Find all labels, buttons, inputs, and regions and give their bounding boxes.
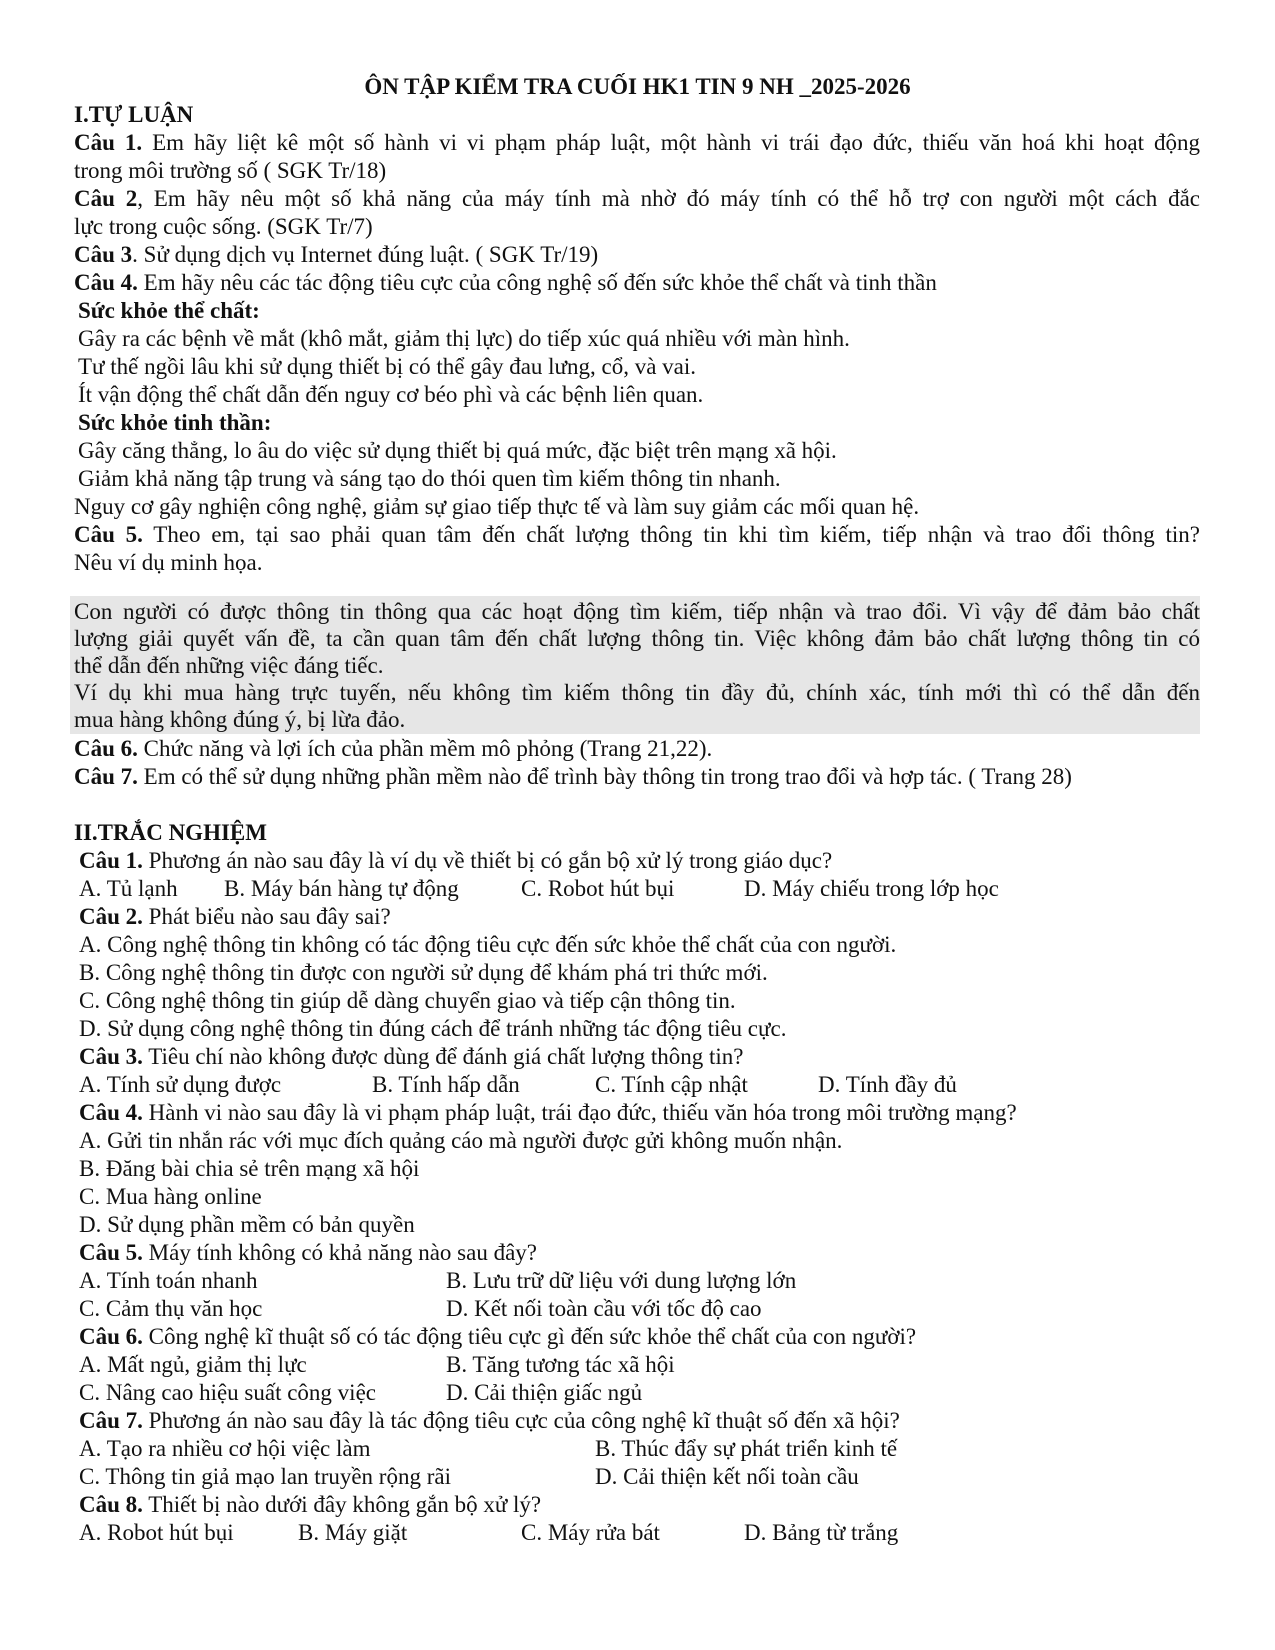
question-label: Câu 1. [79,848,143,873]
question-label: Câu 5. [74,522,143,547]
mcq-question-4 [79,1099,1017,1127]
option-b: B. Lưu trữ dữ liệu với dung lượng lớn [446,1268,797,1293]
option-a: A. Robot hút bụi [79,1520,234,1545]
section-heading-tu-luan: I.TỰ LUẬN [74,102,194,127]
essay-question-1 [74,129,1200,157]
question-text: Phương án nào sau đây là tác động tiêu cực của công nghệ kĩ thuật số đến xã hội? [142,1408,900,1433]
mcq-question-1 [79,847,832,875]
question-label: Câu 3. [79,1044,143,1069]
mcq-question-7 [79,1407,900,1435]
physical-effect-3: Ít vận động thể chất dẫn đến nguy cơ béo phì và các bệnh liên quan. [78,382,704,407]
question-text: . Sử dụng dịch vụ Internet đúng luật. ( SGK Tr/19) [132,242,599,267]
option-d: D. Sử dụng phần mềm có bản quyền [79,1212,415,1237]
physical-health-heading: Sức khỏe thể chất: [78,298,260,323]
answer-line-2: lượng giải quyết vấn đề, ta cần quan tâm đến chất lượng thông tin. Việc không đảm bảo chất lượng thông tin có [74,626,1200,651]
question-text: Em hãy liệt kê một số hành vi vi phạm pháp luật, một hành vi trái đạo đức, thiếu văn hoá khi hoạt động [142,130,1200,155]
option-d: D. Kết nối toàn cầu với tốc độ cao [446,1296,762,1321]
question-label: Câu 1. [74,130,143,155]
mcq-question-2 [79,903,391,931]
option-b: B. Máy giặt [298,1520,408,1545]
option-a: A. Tạo ra nhiều cơ hội việc làm [79,1436,371,1461]
essay-question-5 [74,521,1200,549]
option-c: C. Cảm thụ văn học [79,1296,263,1321]
question-text: Theo em, tại sao phải quan tâm đến chất lượng thông tin khi tìm kiếm, tiếp nhận và trao đổi thông tin? [142,522,1201,547]
option-c: C. Công nghệ thông tin giúp dễ dàng chuyển giao và tiếp cận thông tin. [79,988,736,1013]
physical-effect-1: Gây ra các bệnh về mắt (khô mắt, giảm thị lực) do tiếp xúc quá nhiều với màn hình. [78,326,850,351]
question-text: Máy tính không có khả năng nào sau đây? [142,1240,538,1265]
mcq-question-3 [79,1043,743,1071]
mental-effect-2: Giảm khả năng tập trung và sáng tạo do thói quen tìm kiếm thông tin nhanh. [78,466,781,491]
question-label: Câu 2 [74,186,138,211]
question-text: Thiết bị nào dưới đây không gắn bộ xử lý? [142,1492,542,1517]
mental-effect-3: Nguy cơ gây nghiện công nghệ, giảm sự giao tiếp thực tế và làm suy giảm các mối quan hệ. [74,494,920,519]
question-text: Phát biểu nào sau đây sai? [142,904,391,929]
question-label: Câu 6. [74,736,138,761]
question-text: Tiêu chí nào không được dùng để đánh giá chất lượng thông tin? [142,1044,744,1069]
option-a: A. Gửi tin nhắn rác với mục đích quảng cáo mà người được gửi không muốn nhận. [79,1128,843,1153]
option-a: A. Tính toán nhanh [79,1268,258,1293]
essay-question-5-cont: Nêu ví dụ minh họa. [74,550,263,575]
question-label: Câu 4. [74,270,138,295]
question-label: Câu 6. [79,1324,143,1349]
option-d: D. Bảng từ trắng [744,1520,899,1545]
question-text: Em hãy nêu các tác động tiêu cực của công nghệ số đến sức khỏe thể chất và tinh thần [137,270,937,295]
question-label: Câu 7. [79,1408,143,1433]
option-a: A. Công nghệ thông tin không có tác động tiêu cực đến sức khỏe thể chất của con người. [79,932,897,957]
question-label: Câu 4. [79,1100,143,1125]
essay-question-7 [74,763,1072,791]
mental-effect-1: Gây căng thẳng, lo âu do việc sử dụng thiết bị quá mức, đặc biệt trên mạng xã hội. [78,438,837,463]
mcq-question-8 [79,1491,541,1519]
answer-line-1: Con người có được thông tin thông qua các hoạt động tìm kiếm, tiếp nhận và trao đổi. Vì vậy để đảm bảo chất [74,599,1200,624]
mcq-question-5 [79,1239,537,1267]
answer-line-3: thể dẫn đến những việc đáng tiếc. [74,653,384,678]
essay-question-1-cont: trong môi trường số ( SGK Tr/18) [74,158,387,183]
question-text: Hành vi nào sau đây là vi phạm pháp luật, trái đạo đức, thiếu văn hóa trong môi trường mạng? [142,1100,1017,1125]
answer-line-5: mua hàng không đúng ý, bị lừa đảo. [74,707,406,732]
option-c: C. Máy rửa bát [521,1520,660,1545]
page-title: ÔN TẬP KIỂM TRA CUỐI HK1 TIN 9 NH _2025-2026 [364,74,911,99]
option-b: B. Tăng tương tác xã hội [446,1352,675,1377]
option-a: A. Tính sử dụng được [79,1072,282,1097]
question-text: Em có thể sử dụng những phần mềm nào để trình bày thông tin trong trao đổi và hợp tác. ( Trang 28) [137,764,1072,789]
option-b: B. Công nghệ thông tin được con người sử dụng để khám phá tri thức mới. [79,960,768,985]
option-c: C. Nâng cao hiệu suất công việc [79,1380,376,1405]
essay-question-6 [74,735,712,763]
question-text: Công nghệ kĩ thuật số có tác động tiêu cực gì đến sức khỏe thể chất của con người? [142,1324,917,1349]
essay-question-2-cont: lực trong cuộc sống. (SGK Tr/7) [74,214,373,239]
question-text: , Em hãy nêu một số khả năng của máy tính mà nhờ đó máy tính có thể hỗ trợ con người một cách đắc [137,186,1200,211]
option-d: D. Máy chiếu trong lớp học [744,876,999,901]
option-d: D. Cải thiện giấc ngủ [446,1380,643,1405]
mental-health-heading: Sức khỏe tinh thần: [78,410,272,435]
option-d: D. Cải thiện kết nối toàn cầu [595,1464,859,1489]
question-text: Chức năng và lợi ích của phần mềm mô phỏng (Trang 21,22). [137,736,713,761]
option-b: B. Tính hấp dẫn [372,1072,520,1097]
option-d: D. Sử dụng công nghệ thông tin đúng cách để tránh những tác động tiêu cực. [79,1016,787,1041]
option-c: C. Thông tin giả mạo lan truyền rộng rãi [79,1464,451,1489]
section-heading-trac-nghiem: II.TRẮC NGHIỆM [74,820,267,845]
essay-question-2 [74,185,1200,213]
essay-question-4 [74,269,937,297]
question-label: Câu 2. [79,904,143,929]
option-b: B. Thúc đẩy sự phát triển kinh tế [595,1436,898,1461]
option-c: C. Mua hàng online [79,1184,262,1209]
answer-line-4: Ví dụ khi mua hàng trực tuyến, nếu không tìm kiếm thông tin đầy đủ, chính xác, tính mới thì có thể dẫn đến [74,680,1200,705]
option-a: A. Mất ngủ, giảm thị lực [79,1352,307,1377]
option-c: C. Robot hút bụi [521,876,675,901]
option-c: C. Tính cập nhật [595,1072,748,1097]
question-label: Câu 5. [79,1240,143,1265]
mcq-question-6 [79,1323,916,1351]
question-label: Câu 7. [74,764,138,789]
physical-effect-2: Tư thế ngồi lâu khi sử dụng thiết bị có thể gây đau lưng, cổ, và vai. [78,354,697,379]
question-label: Câu 3 [74,242,133,267]
option-b: B. Máy bán hàng tự động [224,876,459,901]
option-a: A. Tủ lạnh [79,876,178,901]
question-label: Câu 8. [79,1492,143,1517]
question-text: Phương án nào sau đây là ví dụ về thiết bị có gắn bộ xử lý trong giáo dục? [142,848,833,873]
essay-question-3 [74,241,598,269]
option-d: D. Tính đầy đủ [818,1072,957,1097]
option-b: B. Đăng bài chia sẻ trên mạng xã hội [79,1156,420,1181]
